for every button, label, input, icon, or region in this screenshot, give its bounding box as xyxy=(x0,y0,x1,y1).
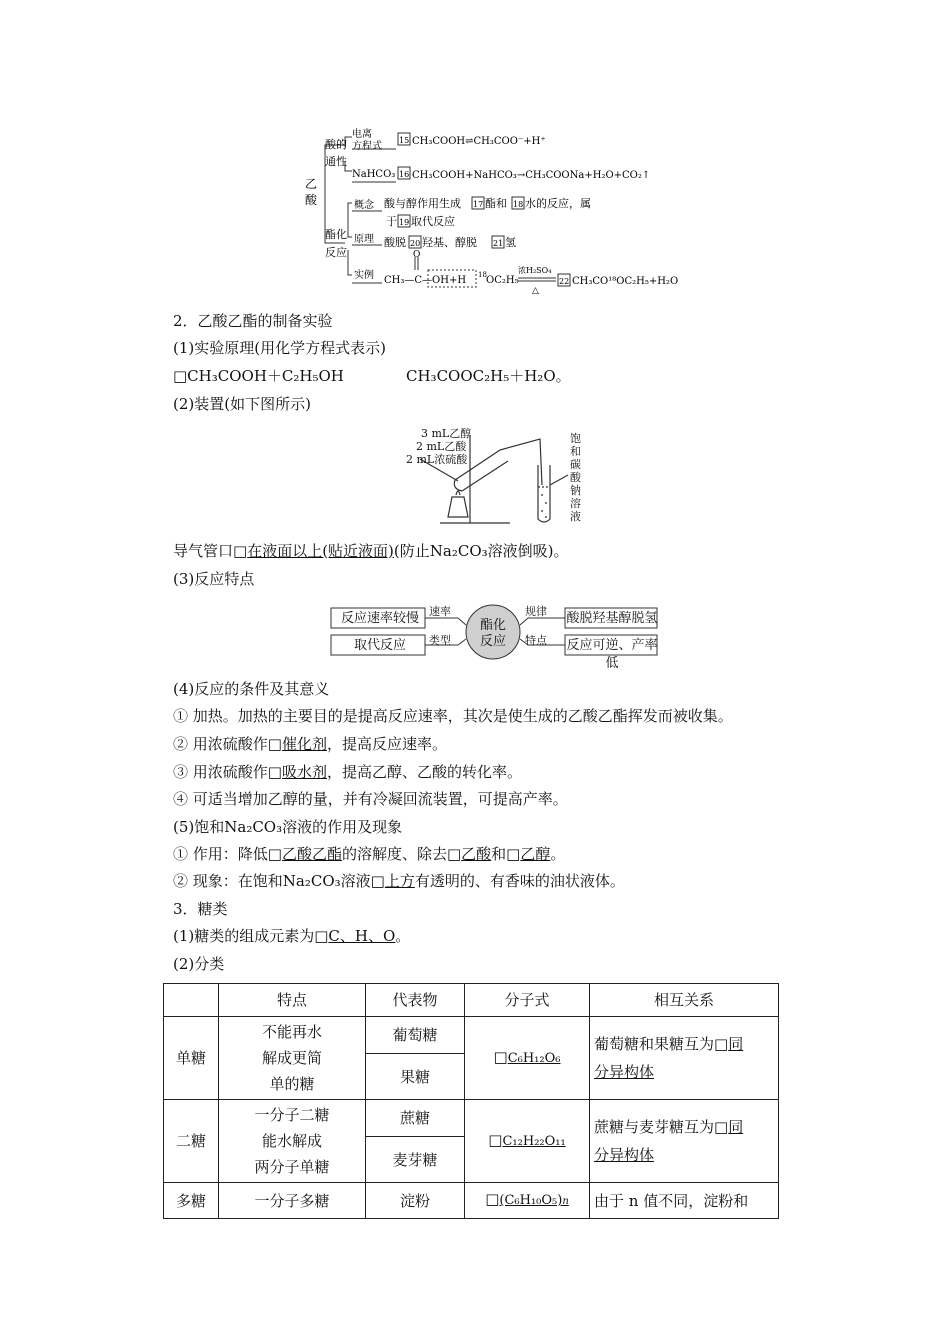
feature-rate: 反应速率较慢 xyxy=(340,611,419,626)
table-cell: 二糖 xyxy=(164,1100,219,1183)
map-eq15: CH₃COOH⇌CH₃COO⁻+H⁺ xyxy=(412,136,546,147)
map-root-2: 酸 xyxy=(305,193,318,207)
feature-rule-label: 规律 xyxy=(525,605,547,618)
feature-type: 取代反应 xyxy=(353,638,406,653)
table-cell: 蔗糖 xyxy=(366,1100,465,1137)
section2-na2co3: (5)饱和Na₂CO₃溶液的作用及现象 xyxy=(173,818,403,836)
map-num-15: 15 xyxy=(399,136,410,145)
table-cell: 葡萄糖 xyxy=(366,1017,465,1054)
feature-rule: 酸脱羟基醇脱氢 xyxy=(566,611,658,626)
map-gainian: 概念 xyxy=(354,200,374,211)
map-example-left: CH₃—C—OH+H xyxy=(384,275,467,286)
map-example-right: CH₃CO¹⁸OC₂H₅+H₂O xyxy=(572,276,679,287)
map-principle-c: 氢 xyxy=(505,236,516,249)
table-cell: 多糖 xyxy=(164,1183,219,1219)
sugar-table xyxy=(163,983,779,1219)
map-ester-2: 反应 xyxy=(325,246,347,259)
table-header: 分子式 xyxy=(465,984,590,1017)
table-header xyxy=(164,984,219,1017)
table-header: 特点 xyxy=(219,984,366,1017)
map-num-22: 22 xyxy=(559,277,570,286)
apparatus-label-na2co3: 饱 和 碳 酸 钠 溶 液 xyxy=(570,432,581,523)
section2-features: (3)反应特点 xyxy=(173,570,255,588)
map-num-19: 19 xyxy=(399,218,410,227)
table-cell: □C₆H₁₂O₆ xyxy=(465,1017,590,1100)
na2co3-phenomenon: ② 现象：在饱和Na₂CO₃溶液□上方有透明的、有香味的油状液体。 xyxy=(173,872,625,890)
table-cell: □C₁₂H₂₂O₁₁ xyxy=(465,1100,590,1183)
tube-note: 导气管口□在液面以上(贴近液面)(防止Na₂CO₃溶液倒吸)。 xyxy=(173,542,569,560)
map-eq16: CH₃COOH+NaHCO₃→CH₃COONa+H₂O+CO₂↑ xyxy=(412,170,651,181)
equation-right: CH₃COOC₂H₅＋H₂O。 xyxy=(406,367,571,385)
map-principle-a: 酸脱 xyxy=(384,236,406,249)
map-num-16: 16 xyxy=(399,170,410,179)
table-cell: 一分子二糖 能水解成 两分子单糖 xyxy=(219,1100,366,1183)
equation-left: □CH₃COOH＋C₂H₅OH xyxy=(173,367,344,385)
table-header-row xyxy=(164,984,779,1017)
map-shili: 实例 xyxy=(354,270,374,281)
section3-elements: (1)糖类的组成元素为□C、H、O。 xyxy=(173,927,411,945)
table-row xyxy=(164,1100,779,1137)
table-cell: 淀粉 xyxy=(366,1183,465,1219)
section2-conditions: (4)反应的条件及其意义 xyxy=(173,680,330,698)
apparatus-label-acetic: 2 mL乙酸 xyxy=(416,440,467,453)
map-example-18: 18 xyxy=(478,271,487,279)
map-dianli-1: 电离 xyxy=(352,129,372,140)
section2-apparatus: (2)装置(如下图所示) xyxy=(173,395,311,413)
table-cell: □(C₆H₁₀O₅)n xyxy=(465,1183,590,1219)
apparatus-label-ethanol: 3 mL乙醇 xyxy=(421,427,472,440)
map-example-cond-bottom: △ xyxy=(532,286,539,295)
feature-rate-label: 速率 xyxy=(429,605,451,618)
map-num-18: 18 xyxy=(513,200,524,209)
table-cell: 果糖 xyxy=(366,1054,465,1100)
map-yuanli: 原理 xyxy=(354,234,374,245)
map-num-20: 20 xyxy=(410,239,421,248)
map-example-cond-top: 浓H₂SO₄ xyxy=(518,266,552,275)
feature-center: 酯化 反应 xyxy=(479,618,506,649)
table-cell: 不能再水 解成更简 单的糖 xyxy=(219,1017,366,1100)
table-row xyxy=(164,1017,779,1054)
table-header: 相互关系 xyxy=(590,984,779,1017)
apparatus-label-sulfuric: 2 mL浓硫酸 xyxy=(406,453,468,466)
map-num-21: 21 xyxy=(493,239,504,248)
map-concept-e: 取代反应 xyxy=(411,215,455,228)
condition-2: ② 用浓硫酸作□催化剂，提高反应速率。 xyxy=(173,735,447,753)
table-row xyxy=(164,1183,779,1219)
condition-3: ③ 用浓硫酸作□吸水剂，提高乙醇、乙酸的转化率。 xyxy=(173,763,522,781)
table-cell: 一分子多糖 xyxy=(219,1183,366,1219)
condition-4: ④ 可适当增加乙醇的量，并有冷凝回流装置，可提高产率。 xyxy=(173,790,568,808)
table-cell: 蔗糖与麦芽糖互为□同 分异构体 xyxy=(590,1100,779,1183)
section2-title: 2．乙酸乙酯的制备实验 xyxy=(173,312,333,330)
map-ester-1: 酯化 xyxy=(325,228,347,241)
map-concept-b: 酯和 xyxy=(485,197,507,210)
map-acid-2: 通性 xyxy=(325,155,347,168)
map-num-17: 17 xyxy=(473,200,484,209)
feature-char-label: 特点 xyxy=(525,634,547,647)
table-cell: 葡萄糖和果糖互为□同 分异构体 xyxy=(590,1017,779,1100)
map-concept-a: 酸与醇作用生成 xyxy=(384,197,461,210)
condition-1: ① 加热。加热的主要目的是提高反应速率，其次是使生成的乙酸乙酯挥发而被收集。 xyxy=(173,707,733,725)
na2co3-role: ① 作用：降低□乙酸乙酯的溶解度、除去□乙酸和□乙醇。 xyxy=(173,845,566,863)
map-nahco3: NaHCO₃ xyxy=(352,169,396,180)
map-dianli-2: 方程式 xyxy=(352,141,382,152)
map-acid-1: 酸的 xyxy=(325,138,347,151)
table-cell: 单糖 xyxy=(164,1017,219,1100)
table-header: 代表物 xyxy=(366,984,465,1017)
map-example-oc2h5: OC₂H₅ xyxy=(486,275,519,286)
map-concept-c: 水的反应，属 xyxy=(525,197,591,210)
map-concept-d: 于 xyxy=(386,215,397,228)
section2-principle: (1)实验原理(用化学方程式表示) xyxy=(173,339,386,357)
map-root-1: 乙 xyxy=(305,177,318,191)
section3-title: 3．糖类 xyxy=(173,900,228,918)
table-cell: 由于 n 值不同，淀粉和 xyxy=(590,1183,779,1219)
map-principle-b: 羟基、醇脱 xyxy=(422,236,477,249)
feature-char: 反应可逆、产率低 xyxy=(566,638,658,671)
map-example-o: O xyxy=(413,250,421,260)
feature-type-label: 类型 xyxy=(429,634,451,647)
section3-classify: (2)分类 xyxy=(173,955,225,973)
table-cell: 麦芽糖 xyxy=(366,1137,465,1183)
acetic-acid-concept-map xyxy=(300,125,690,295)
